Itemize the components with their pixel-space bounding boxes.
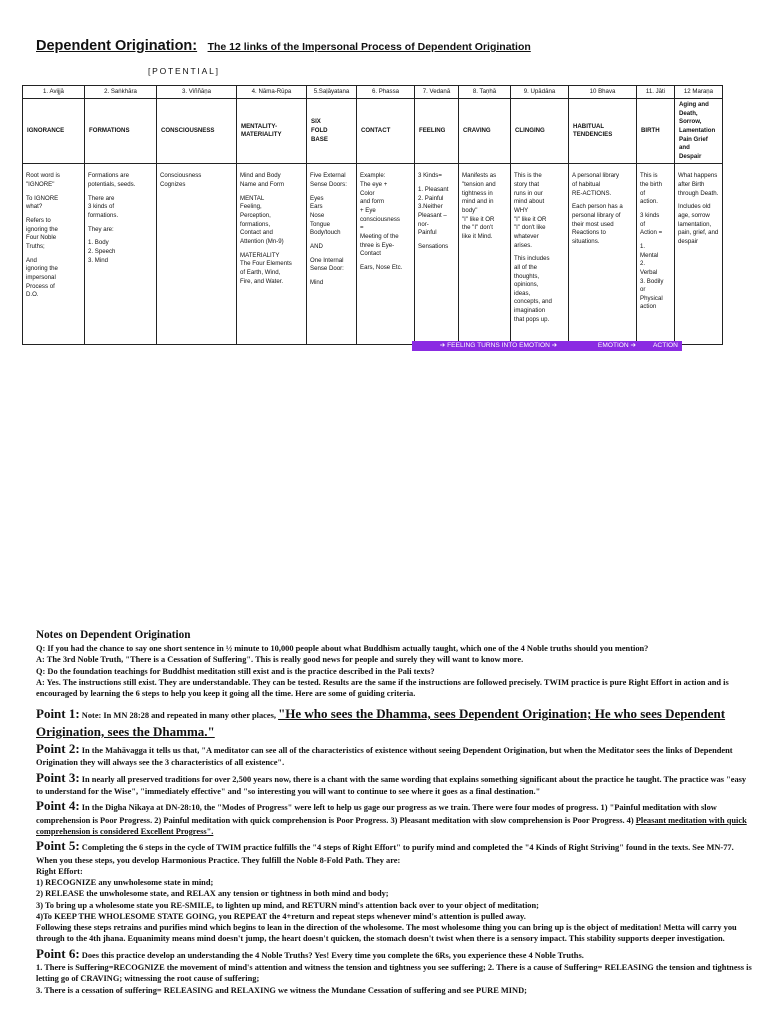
cell-text-line: AND xyxy=(310,242,323,250)
cell-text-line: the "I" don't xyxy=(462,224,493,232)
link-detail xyxy=(675,164,723,345)
link-name xyxy=(637,99,675,164)
cell-text-line: CLINGING xyxy=(515,126,545,134)
cell-text-line: Death, Sorrow, xyxy=(679,109,702,126)
point-5-text: Completing the 6 steps in the cycle of TWIM practice fulfills the "4 steps of Right Effort" to purify mind and completed the "4 Kinds of Right Striving" found in the texts. See MN-77. When you these steps, you develop Harmonious Practice. They fulfill the Noble 8-Fold Path. They are: xyxy=(36,843,734,865)
document-header xyxy=(36,37,531,55)
cell-text-line: story that xyxy=(514,181,540,189)
cell-text-line: that pops up. xyxy=(514,315,550,323)
cell-text-line: thoughts, xyxy=(514,272,540,280)
cell-text-line: D.O. xyxy=(26,291,39,299)
point-3-label: Point 3: xyxy=(36,769,80,785)
cell-text-line: mind about xyxy=(514,198,545,206)
cell-text-line: "I" like it OR xyxy=(514,215,547,223)
cell-text-line: There are xyxy=(88,194,115,202)
link-number: 9. Upādāna xyxy=(511,86,569,99)
document-title: Dependent Origination: xyxy=(36,38,198,54)
cell-text-line: One Internal xyxy=(310,256,344,264)
cell-text-line: Sensations xyxy=(418,242,449,250)
cell-text-line: all of the xyxy=(514,263,538,271)
link-detail xyxy=(237,164,307,345)
point-1-quote: "He who sees the Dhamma, sees Dependent Origination; He who sees Dependent Origination, sees the Dhamma." xyxy=(36,706,726,739)
cell-text-line: Physical xyxy=(640,294,663,302)
cell-text-line: of habitual xyxy=(572,181,601,189)
cell-text-line: + Eye xyxy=(360,207,376,215)
cell-text-line: whatever xyxy=(514,232,539,240)
cell-text-line: Example: xyxy=(360,172,386,180)
cell-text-line: 2. xyxy=(640,260,646,268)
point-4-underlined: Pleasant meditation with quick comprehension is considered Excellent Progress". xyxy=(36,815,747,837)
cell-text-line: imagination xyxy=(514,307,546,315)
link-number: 11. Jāti xyxy=(637,86,675,99)
cell-text-line: The Four Elements xyxy=(240,260,292,268)
cell-text-line: "IGNORE" xyxy=(26,181,55,189)
cell-text-line: consciousness xyxy=(360,215,400,223)
cell-text-line: three is Eye- xyxy=(360,241,395,249)
cell-text-line: of Earth, Wind, xyxy=(240,268,281,276)
point-6-text: Does this practice develop an understanding the 4 Noble Truths? Yes! Every time you complete the 6Rs, you experience these 4 Noble Truths. xyxy=(81,950,584,960)
link-detail-row xyxy=(23,164,723,345)
cell-text-line: Refers to xyxy=(26,217,51,225)
cell-text-line: Four Noble xyxy=(26,234,57,242)
cell-text-line: through Death. xyxy=(678,189,719,197)
cell-text-line: Cognizes xyxy=(160,181,186,189)
cell-text-line: 1. xyxy=(640,242,646,250)
point-6-label: Point 6: xyxy=(36,945,80,961)
cell-text-line: Sense Door: xyxy=(310,265,344,273)
cell-text-line: Includes old xyxy=(678,203,711,211)
link-number: 10 Bhava xyxy=(569,86,637,99)
cell-text-line: 3. Bodily xyxy=(640,277,664,285)
cell-text-line: "I" don't like xyxy=(514,224,546,232)
cell-text-line: MENTAL xyxy=(240,194,265,202)
cell-text-line: personal library of xyxy=(572,212,621,220)
cell-text-line: Reactions to xyxy=(572,229,606,237)
cell-text-line: 3 kinds xyxy=(640,212,660,220)
cell-text-line: formations, xyxy=(240,220,271,228)
link-number: 6. Phassa xyxy=(357,86,415,99)
cell-text-line: Five External xyxy=(310,172,346,180)
cell-text-line: nor- xyxy=(418,220,429,228)
cell-text-line: after Birth xyxy=(678,181,705,189)
cell-text-line: "tension and xyxy=(462,181,496,189)
cell-text-line: runs in our xyxy=(514,189,543,197)
cell-text-line: BIRTH xyxy=(641,126,660,134)
cell-text-line: Nose xyxy=(310,212,325,220)
cell-text-line: 1. Pleasant xyxy=(418,186,449,194)
cell-text-line: Color xyxy=(360,189,375,197)
cell-text-line: The eye + xyxy=(360,181,388,189)
cell-text-line: Root word is xyxy=(26,172,60,180)
cell-text-line: action. xyxy=(640,198,658,206)
link-name xyxy=(307,99,357,164)
cell-text-line: concepts, and xyxy=(514,298,552,306)
link-name-row xyxy=(23,99,723,164)
cell-text-line: FORMATIONS xyxy=(89,126,130,134)
cell-text-line: Eyes xyxy=(310,194,324,202)
cell-text-line: Pleasant – xyxy=(418,212,447,220)
cell-text-line: Tongue xyxy=(310,220,330,228)
link-detail xyxy=(357,164,415,345)
right-effort-step: 3) To bring up a wholesome state you RE-SMILE, to lighten up mind, and RETURN mind's attention back over to your object of meditation; xyxy=(36,900,539,910)
cell-text-line: "I" like it OR xyxy=(462,215,495,223)
cell-text-line: SIX xyxy=(311,118,321,126)
cell-text-line: This is the xyxy=(514,172,542,180)
cell-text-line: 1. Body xyxy=(88,239,109,247)
cell-text-line: Pain Grief and xyxy=(679,135,708,152)
cell-text-line: pain, grief, and xyxy=(678,229,719,237)
cell-text-line: Mental xyxy=(640,251,659,259)
link-number: 4. Nāma-Rūpa xyxy=(237,86,307,99)
cell-text-line: or xyxy=(640,286,646,294)
document-subtitle: The 12 links of the Impersonal Process of Dependent Origination xyxy=(207,41,531,53)
cell-text-line: mind and in xyxy=(462,198,494,206)
point-5 xyxy=(36,837,752,866)
link-number: 2. Saṅkhāra xyxy=(85,86,157,99)
cell-text-line: Perception, xyxy=(240,212,271,220)
link-number: 1. Avijjā xyxy=(23,86,85,99)
cell-text-line: of xyxy=(640,220,646,228)
link-name xyxy=(459,99,511,164)
cell-text-line: Each person has a xyxy=(572,203,623,211)
potential-label: [POTENTIAL] xyxy=(148,66,220,76)
cell-text-line: MATERIALITY xyxy=(240,251,280,259)
link-number: 12 Maraṇa xyxy=(675,86,723,99)
cell-text-line: Ears, Nose Etc. xyxy=(360,263,403,271)
cell-text-line: despair xyxy=(678,237,698,245)
cell-text-line: arises. xyxy=(514,241,532,249)
cell-text-line: Contact xyxy=(360,250,382,258)
cell-text-line: TENDENCIES xyxy=(573,131,613,139)
link-number: 7. Vedanā xyxy=(415,86,459,99)
notes-section xyxy=(36,628,752,996)
point-1 xyxy=(36,705,752,740)
link-detail xyxy=(637,164,675,345)
point-4-text: In the Digha Nikaya at DN-28:10, the "Modes of Progress" were left to help us gage our progress as we train. There were four modes of progress. 1) "Painful meditation with slow comprehension is Poor Progress. 2) Painful meditation with quick comprehension is Poor Progress. 3) Pleasant meditation with slow comprehension is Poor Progress. 4) xyxy=(36,803,717,825)
link-number: 5.Saḷāyatana xyxy=(307,86,357,99)
cell-text-line: MATERIALITY xyxy=(241,131,282,139)
cell-text-line: Action = xyxy=(640,229,663,237)
point-6-line: 3. There is a cessation of suffering= RELEASING and RELAXING we witness the Mundane Cessation of suffering and see PURE MIND; xyxy=(36,985,527,995)
cell-text-line: Sense Doors: xyxy=(310,181,347,189)
cell-text-line: and form xyxy=(360,198,385,206)
cell-text-line: Painful xyxy=(418,229,437,237)
cell-text-line: 3.Neither xyxy=(418,203,443,211)
cell-text-line: like it Mind. xyxy=(462,232,493,240)
cell-text-line: tightness in xyxy=(462,189,493,197)
cell-text-line: their most used xyxy=(572,220,614,228)
link-number: 3. Viññāṇa xyxy=(157,86,237,99)
point-3-text: In nearly all preserved traditions for over 2,500 years now, there is a chant with the same wording that explains something significant about the practice he taught. The practice was "easy to understand for the Wise", "immediately effective" and "so interesting you will want to continue to see where it goes as a final destination." xyxy=(36,774,747,797)
point-1-note: Note: In MN 28:28 and repeated in many other places, xyxy=(81,711,276,721)
answer-2: A: Yes. The instructions still exist. They are understandable. They can be tested. Results are the same if the instructions are followed precisely. TWIM practice is pure Right Effort in action and is encouraged by learning the 6 steps to help you keep it going all the time. Here are some of guiding criteria. xyxy=(36,677,729,698)
right-effort-heading: Right Effort: xyxy=(36,866,83,876)
link-detail xyxy=(511,164,569,345)
cell-text-line: ignoring the xyxy=(26,225,58,233)
point-6-line: 1. There is Suffering=RECOGNIZE the movement of mind's attention and witness the tension and tightness you see suffering; 2. There is a cause of Suffering= RELEASING the tension and tightness is letting go of CRAVING; witnessing the root cause of suffering; xyxy=(36,963,752,984)
cell-text-line: This includes xyxy=(514,255,550,263)
cell-text-line: Aging and xyxy=(679,101,709,108)
link-detail xyxy=(307,164,357,345)
cell-text-line: 3 kinds of xyxy=(88,203,115,211)
question-1: Q: If you had the chance to say one short sentence in ½ minute to 10,000 people about what Buddhism actually taught, which one of the 4 Noble truths should you mention? xyxy=(36,644,649,653)
cell-text-line: Feeling, xyxy=(240,203,262,211)
point-4-label: Point 4: xyxy=(36,798,80,814)
cell-text-line: Attention (Mn-9) xyxy=(240,237,284,245)
cell-text-line: lamentation, xyxy=(678,220,712,228)
right-effort-step: 1) RECOGNIZE any unwholesome state in mind; xyxy=(36,878,214,888)
link-detail xyxy=(85,164,157,345)
question-2: Q: Do the foundation teachings for Buddhist meditation still exist and is the practice described in the Pali texts? xyxy=(36,666,435,676)
cell-text-line: Lamentation xyxy=(679,126,716,134)
cell-text-line: action xyxy=(640,303,657,311)
link-name xyxy=(23,99,85,164)
cell-text-line: Formations are xyxy=(88,172,129,180)
cell-text-line: Despair xyxy=(679,152,702,160)
cell-text-line: ignoring the xyxy=(26,265,58,273)
point-1-label: Point 1: xyxy=(36,706,80,722)
emotion-banner: EMOTION ➔ xyxy=(585,341,649,351)
point-2 xyxy=(36,740,752,769)
cell-text-line: Verbal xyxy=(640,268,658,276)
cell-text-line: FEELING xyxy=(419,126,446,134)
cell-text-line: 2. Painful xyxy=(418,194,444,202)
cell-text-line: BASE xyxy=(311,135,328,143)
link-name xyxy=(675,99,723,164)
links-table xyxy=(22,85,723,345)
right-effort-step: 4)To KEEP THE WHOLESOME STATE GOING, you REPEAT the 4+return and repeat steps whenever mind's attention is pulled away. xyxy=(36,911,526,921)
cell-text-line: Ears xyxy=(310,203,323,211)
cell-text-line: 3. Mind xyxy=(88,256,108,264)
cell-text-line: formations. xyxy=(88,212,119,220)
cell-text-line: Process of xyxy=(26,282,55,290)
point-3 xyxy=(36,769,752,798)
cell-text-line: Truths; xyxy=(26,242,45,250)
cell-text-line: MENTALITY- xyxy=(241,122,278,130)
cell-text-line: A personal library xyxy=(572,172,620,180)
cell-text-line: Manifests as xyxy=(462,172,497,180)
cell-text-line: situations. xyxy=(572,237,600,245)
point-4 xyxy=(36,797,752,837)
point-5-label: Point 5: xyxy=(36,838,80,854)
cell-text-line: Mind xyxy=(310,278,324,286)
cell-text-line: of xyxy=(640,189,646,197)
link-number-row xyxy=(23,86,723,99)
cell-text-line: HABITUAL xyxy=(573,122,605,130)
cell-text-line: FOLD xyxy=(311,126,328,134)
cell-text-line: what? xyxy=(26,203,43,211)
action-banner: ACTION xyxy=(649,341,682,351)
cell-text-line: impersonal xyxy=(26,273,56,281)
point-5-follow: Following these steps retrains and purifies mind which begins to lean in the direction of the wholesome. The most wholesome thing you can bring up is the object of meditation! Metta will carry you through to the 4th jhana. Equanimity means mind doesn't jump, the heart doesn't quicken, the stomach doesn't twist when there is a sensory impact. This stability supports deeper investigation. xyxy=(36,923,737,944)
point-2-text: In the Mahāvagga it tells us that, "A meditator can see all of the characteristics of existence without seeing Dependent Origination, but when the Meditator sees the links of Dependent Origination they will always see the 3 characteristics of all existence". xyxy=(36,746,733,768)
cell-text-line: Fire, and Water. xyxy=(240,277,284,285)
cell-text-line: This is xyxy=(640,172,658,180)
cell-text-line: IGNORANCE xyxy=(27,126,65,134)
cell-text-line: opinions, xyxy=(514,281,539,289)
link-name xyxy=(85,99,157,164)
cell-text-line: What happens xyxy=(678,172,718,180)
cell-text-line: RE-ACTIONS. xyxy=(572,189,612,197)
cell-text-line: ideas, xyxy=(514,289,531,297)
notes-title: Notes on Dependent Origination xyxy=(36,629,191,641)
link-detail xyxy=(569,164,637,345)
cell-text-line: Mind and Body xyxy=(240,172,281,180)
link-name xyxy=(511,99,569,164)
link-detail xyxy=(415,164,459,345)
feeling-to-emotion-banner: ➔ FEELING TURNS INTO EMOTION ➔ xyxy=(412,341,585,351)
link-name xyxy=(415,99,459,164)
point-6 xyxy=(36,945,752,962)
cell-text-line: 2. Speech xyxy=(88,247,116,255)
link-detail xyxy=(157,164,237,345)
cell-text-line: age, sorrow xyxy=(678,212,710,220)
cell-text-line: 3 Kinds= xyxy=(418,172,442,180)
answer-1: A: The 3rd Noble Truth, "There is a Cessation of Suffering". This is really good news for people and surely they will want to know more. xyxy=(36,655,524,665)
cell-text-line: And xyxy=(26,256,37,264)
cell-text-line: Meeting of the xyxy=(360,232,399,240)
link-detail xyxy=(23,164,85,345)
link-name xyxy=(357,99,415,164)
right-effort-step: 2) RELEASE the unwholesome state, and RELAX any tension or tightness in both mind and body; xyxy=(36,889,389,899)
cell-text-line: body" xyxy=(462,207,478,215)
cell-text-line: CONTACT xyxy=(361,126,391,134)
cell-text-line: potentials, seeds. xyxy=(88,181,136,189)
link-name xyxy=(157,99,237,164)
link-name xyxy=(237,99,307,164)
cell-text-line: Body/touch xyxy=(310,229,341,237)
cell-text-line: To IGNORE xyxy=(26,194,59,202)
link-number: 8. Taṇhā xyxy=(459,86,511,99)
link-name xyxy=(569,99,637,164)
point-2-label: Point 2: xyxy=(36,741,80,757)
cell-text-line: Name and Form xyxy=(240,181,285,189)
cell-text-line: CRAVING xyxy=(463,126,491,134)
cell-text-line: = xyxy=(360,224,364,232)
cell-text-line: WHY xyxy=(514,207,529,215)
cell-text-line: They are: xyxy=(88,225,114,233)
cell-text-line: Contact and xyxy=(240,229,273,237)
cell-text-line: CONSCIOUSNESS xyxy=(161,126,215,134)
link-detail xyxy=(459,164,511,345)
cell-text-line: Consciousness xyxy=(160,172,202,180)
cell-text-line: the birth xyxy=(640,181,663,189)
